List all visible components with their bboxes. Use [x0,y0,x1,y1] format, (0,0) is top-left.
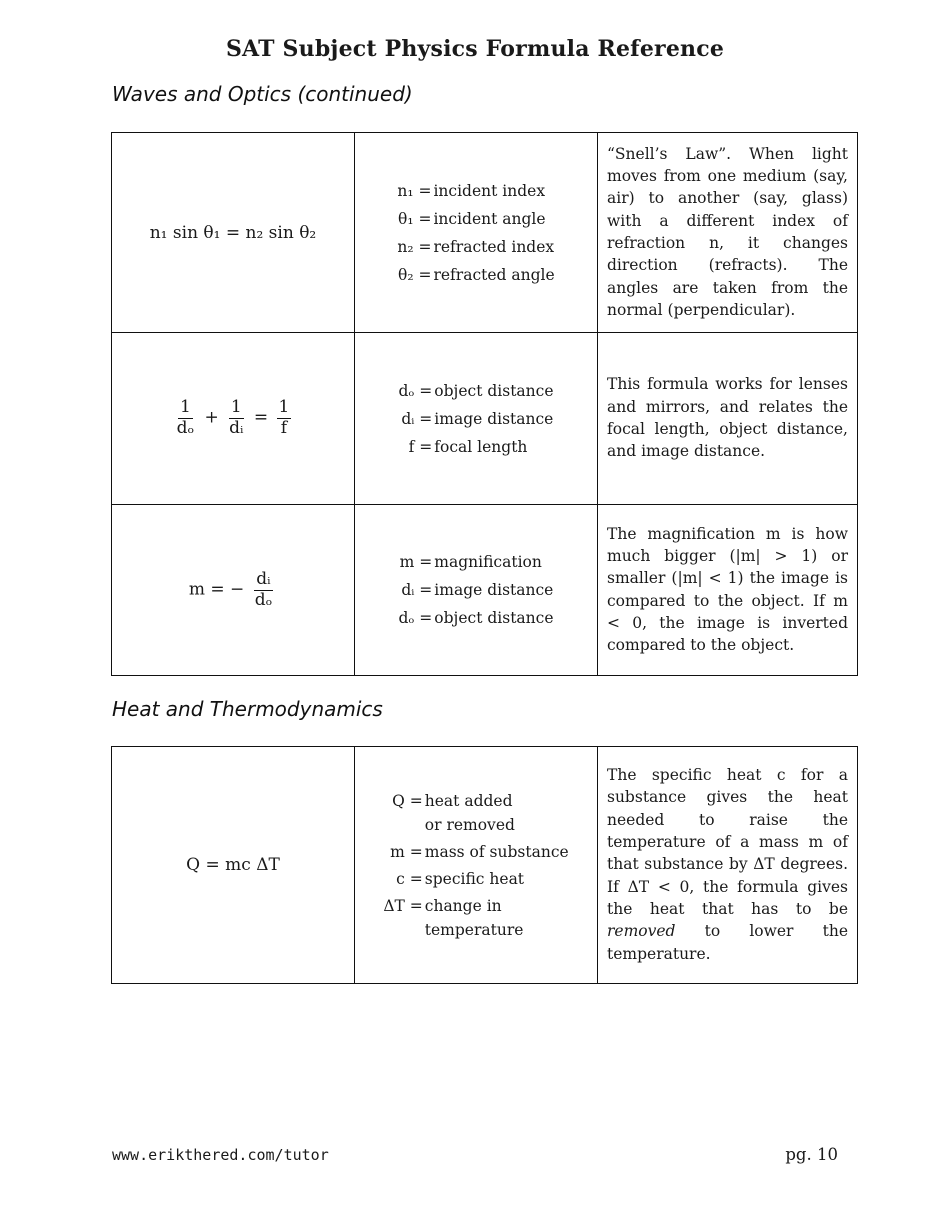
variable-symbol: ΔT = [383,896,423,915]
snells-law-equation: n₁ sin θ₁ = n₂ sin θ₂ [149,222,317,243]
variable-meaning: focal length [434,437,528,456]
variable-meaning: object distance [434,381,554,400]
description-cell [598,747,858,984]
variable-meaning: image distance [434,409,554,428]
fraction [253,570,274,610]
variable-meaning: change in [424,896,502,915]
section-heading-waves: Waves and Optics (continued) [112,82,413,106]
table-row [112,333,858,505]
variable-symbol: dₒ = [398,381,433,400]
page-title: SAT Subject Physics Formula Reference [225,36,725,62]
variables-cell [355,505,598,676]
magnification-lhs: m = − [188,579,245,600]
variable-meaning: temperature [424,920,524,939]
variable-symbol: m = [390,842,423,861]
variable-meaning: refracted index [433,237,555,256]
variable-symbol: Q = [392,791,423,810]
fraction-denominator: dᵢ [229,418,244,438]
footer-url: www.erikthered.com/tutor [112,1146,329,1164]
variable-meaning: magnification [434,553,542,571]
magnification-description: The magnification m is how much bigger (|m| > 1) or smaller (|m| < 1) the image is compared to the object. If m < 0, the image is inverted compared to the object. [607,524,848,655]
variables-cell [355,333,598,505]
table-row [112,133,858,333]
variable-meaning: specific heat [424,869,525,888]
variables-cell [355,133,598,333]
fraction-denominator: dₒ [176,418,195,438]
description-text: The specific heat c for a substance gives the heat needed to raise the temperature of a mass m of that substance by ΔT degrees. If ΔT < 0, the formula gives the heat that has to be [607,766,848,918]
equation-cell [112,505,355,676]
fraction [175,398,196,438]
specific-heat-equation: Q = mc ΔT [186,855,280,875]
fraction-numerator: 1 [278,397,290,418]
variable-symbol: n₁ = [397,181,432,200]
variable-symbol: dᵢ = [401,581,433,599]
variable-symbol: θ₂ = [398,265,432,284]
variable-meaning: incident index [433,181,546,200]
variable-symbol: dᵢ = [401,409,433,428]
table-row [112,747,858,984]
snells-law-description: “Snell’s Law”. When light moves from one medium (say, air) to another (say, glass) with a different index of refraction n, it changes direction (refracts). The angles are taken from the normal (perpendicular). [607,144,848,319]
table-row [112,505,858,676]
description-cell [598,505,858,676]
description-text: to lower the temperature. [607,922,848,963]
fraction-denominator: dₒ [254,589,273,610]
variable-meaning: object distance [434,609,554,627]
page-number: pg. 10 [785,1145,838,1164]
plus-sign: + [204,408,219,428]
waves-formula-table [111,132,858,676]
specific-heat-description [607,766,848,962]
description-cell [598,333,858,505]
description-emphasis: removed [607,922,676,941]
variable-symbol: f = [408,437,433,456]
variable-meaning: heat added [424,791,513,810]
variables-cell [355,747,598,984]
section-heading-heat: Heat and Thermodynamics [112,697,383,721]
equation-cell [112,333,355,505]
fraction-numerator: dᵢ [256,568,271,589]
variable-meaning: image distance [434,581,554,599]
fraction-numerator: 1 [179,397,191,418]
variable-symbol: m = [399,553,433,571]
equation-cell [112,747,355,984]
variable-meaning: or removed [424,815,515,834]
fraction [277,398,292,438]
variable-meaning: incident angle [433,209,546,228]
lens-formula-description: This formula works for lenses and mirrors, and relates the focal length, object distance, and image distance. [607,375,848,461]
variable-meaning: refracted angle [433,265,555,284]
equals-sign: = [253,408,269,428]
description-cell [598,133,858,333]
variable-symbol: θ₁ = [398,209,432,228]
variable-symbol: c = [396,869,423,888]
variable-symbol: dₒ = [398,609,433,627]
fraction-numerator: 1 [230,397,242,418]
variable-symbol [383,813,422,837]
heat-formula-table [111,746,858,984]
variable-symbol [383,918,422,942]
equation-cell [112,133,355,333]
variable-meaning: mass of substance [424,842,569,861]
fraction-denominator: f [280,418,288,438]
variable-symbol: n₂ = [397,237,432,256]
fraction [227,398,245,438]
